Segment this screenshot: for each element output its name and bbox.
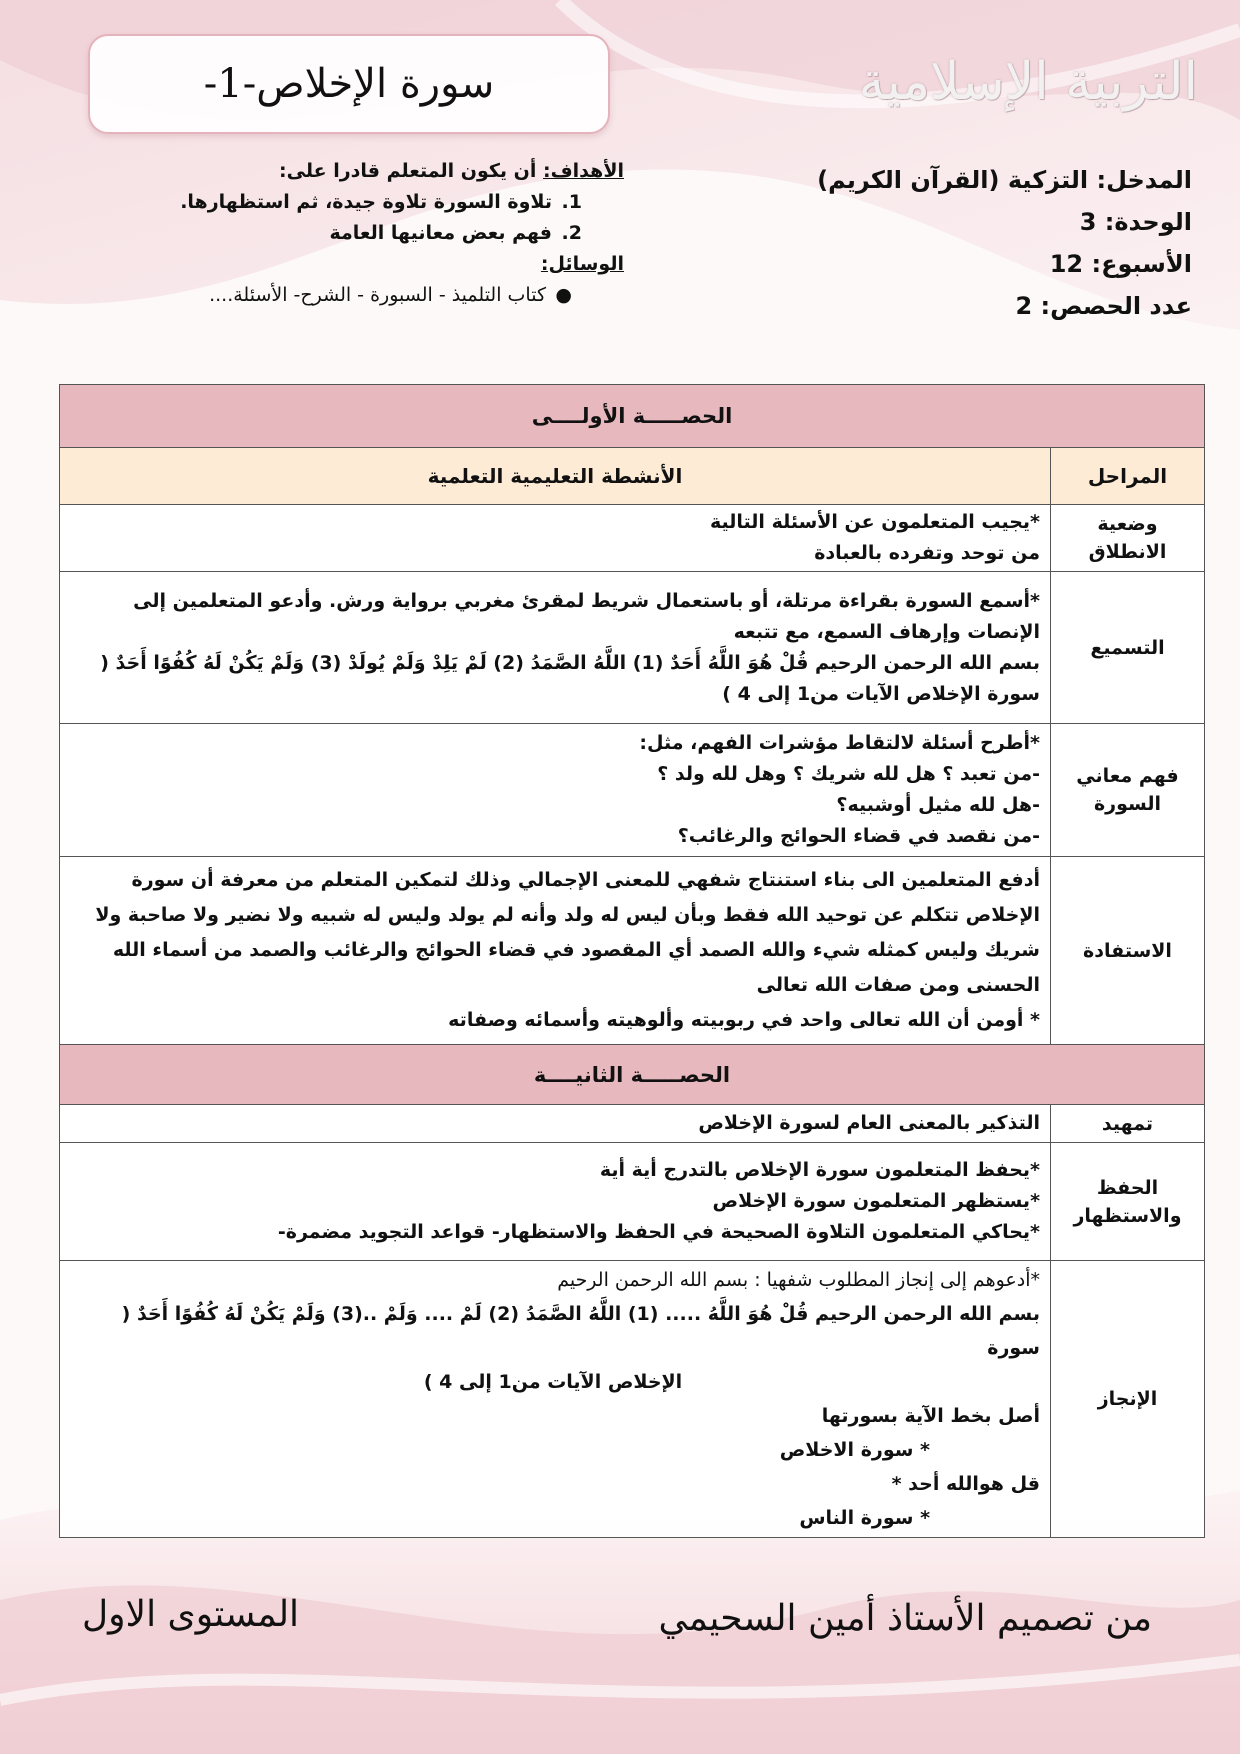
subject-heading: التربية الإسلامية [858,52,1198,112]
activity-line: الإخلاص الآيات من1 إلى 4 ) [423,1371,683,1393]
stage-label: الانطلاق [1088,541,1167,563]
info-sessions: عدد الحصص: 2 [1015,292,1192,320]
activity-cell [60,724,1051,857]
stage-cell [1051,1143,1205,1261]
activity-line: سورة الإخلاص الآيات من1 إلى 4 ) [722,682,1040,705]
activity-line: أدفع المتعلمين الى بناء استنتاج شفهي للمعنى الإجمالي وذلك لتمكين المتعلم من معرفة أن سورة الإخلاص تتكلم عن توحيد الله فقط وبأن ليس له ولد وأنه لم يولد وليس له شبيه ولا نضير ولا صاحبة ولا شريك وليس كمثله شيء والله الصمد أي المقصود في قضاء الحوائج والرغائب والصمد من أسماء الله الحسنى ومن صفات الله تعالى [95,869,1040,996]
activity-line: أصل بخط الآية بسورتها [821,1405,1040,1427]
stage-label: الإنجاز [1097,1388,1158,1410]
goal-text: تلاوة السورة تلاوة جيدة، ثم استظهارها. [180,191,552,213]
table-row [60,1261,1205,1538]
goals-header [54,156,624,187]
lesson-title: سورة الإخلاص-1- [88,34,610,134]
goals-block [54,156,624,311]
session-row [60,385,1205,448]
stage-label: الاستفادة [1083,939,1172,962]
means-item [54,280,572,311]
matching-item: قل هوالله أحد * [891,1473,1040,1495]
stage-cell [1051,505,1205,572]
stage-cell [1051,572,1205,724]
activity-line: من توحد وتفرده بالعبادة [814,542,1040,564]
info-unit: الوحدة: 3 [1079,208,1192,236]
lesson-info [812,166,1192,334]
goals-intro: أن يكون المتعلم قادرا على: [279,160,543,182]
table-row [60,1105,1205,1143]
table-row [60,505,1205,572]
table-row [60,1143,1205,1261]
stage-label: تمهيد [1101,1112,1154,1135]
table-row [60,724,1205,857]
stage-cell [1051,1261,1205,1538]
means-text: كتاب التلميذ - السبورة - الشرح- الأسئلة.... [209,284,546,306]
goals-heading: الأهداف: [543,160,624,182]
activity-line: بسم الله الرحمن الرحيم قُلْ هُوَ اللَّهُ ..... (1) اللَّهُ الصَّمَدُ (2) لَمْ .... وَلَمْ ..(3) وَلَمْ يَكُنْ لَهُ كُفُوًا أَحَدٌ ( سورة [121,1303,1040,1359]
activity-cell [60,505,1051,572]
info-entry: المدخل: التزكية (القرآن الكريم) [817,166,1192,194]
activity-line: *أطرح أسئلة لالتقاط مؤشرات الفهم، مثل: [639,732,1040,754]
activity-line: *يحاكي المتعلمون التلاوة الصحيحة في الحفظ والاستظهار- قواعد التجويد مضمرة- [277,1221,1040,1243]
activity-line: التذكير بالمعنى العام لسورة الإخلاص [698,1112,1040,1134]
activity-line: *يستظهر المتعلمون سورة الإخلاص [712,1190,1040,1212]
goal-item [54,218,582,249]
stage-label: فهم معاني [1076,765,1179,787]
stage-label: السورة [1093,793,1162,815]
footer-designer: من تصميم الأستاذ أمين السحيمي [658,1598,1152,1639]
session-one-title: الحصـــــة الأولــــى [60,385,1205,448]
means-heading: الوسائل: [540,253,624,275]
activity-cell [60,1261,1051,1538]
matching-item: * سورة الاخلاص [779,1439,930,1461]
stage-label: التسميع [1090,636,1165,659]
session-row [60,1045,1205,1105]
matching-item: * سورة الناس [799,1507,930,1529]
stage-cell [1051,857,1205,1045]
activity-cell [60,572,1051,724]
header-row [60,448,1205,505]
activities-table [59,384,1205,1538]
table-row [60,857,1205,1045]
stage-cell [1051,1105,1205,1143]
table-row [60,572,1205,724]
goal-number: 2. [561,222,582,244]
session-two-title: الحصـــــة الثانيــــة [60,1045,1205,1105]
activity-line: *يحفظ المتعلمون سورة الإخلاص بالتدرج أية أية [599,1159,1040,1181]
column-activities: الأنشطة التعليمية التعلمية [60,448,1051,505]
activity-line: * أومن أن الله تعالى واحد في ربوبيته وألوهيته وأسمائه وصفاته [448,1009,1040,1031]
column-stages: المراحل [1051,448,1205,505]
footer-level: المستوى الاول [82,1594,300,1635]
activity-line: *أسمع السورة بقراءة مرتلة، أو باستعمال شريط لمقرئ مغربي برواية ورش. وأدعو المتعلمين إلى الإنصات وإرهاف السمع، مع تتبعه [133,589,1040,643]
activity-line: -هل لله مثيل أوشبيه؟ [836,794,1040,816]
stage-label: والاستظهار [1073,1204,1182,1227]
activity-cell [60,857,1051,1045]
stage-label: الحفظ [1096,1176,1159,1199]
activity-line: *أدعوهم إلى إنجاز المطلوب شفهيا : بسم الله الرحمن الرحيم [557,1269,1040,1291]
activity-cell [60,1143,1051,1261]
activity-line: -من تعبد ؟ هل لله شريك ؟ وهل لله ولد ؟ [657,763,1040,785]
activity-line: *يجيب المتعلمون عن الأسئلة التالية [710,511,1040,533]
goal-text: فهم بعض معانيها العامة [329,222,552,244]
stage-label: وضعية [1097,513,1158,535]
activity-line: بسم الله الرحمن الرحيم قُلْ هُوَ اللَّهُ أَحَدٌ (1) اللَّهُ الصَّمَدُ (2) لَمْ يَلِدْ وَلَمْ يُولَدْ (3) وَلَمْ يَكُنْ لَهُ كُفُوًا أَحَدٌ ( [100,651,1040,674]
goal-item [54,187,582,218]
activity-line: -من نقصد في قضاء الحوائج والرغائب؟ [677,825,1040,847]
goal-number: 1. [561,191,582,213]
bullet-icon: ● [555,284,572,306]
stage-cell [1051,724,1205,857]
activity-cell [60,1105,1051,1143]
info-week: الأسبوع: 12 [1049,250,1192,278]
